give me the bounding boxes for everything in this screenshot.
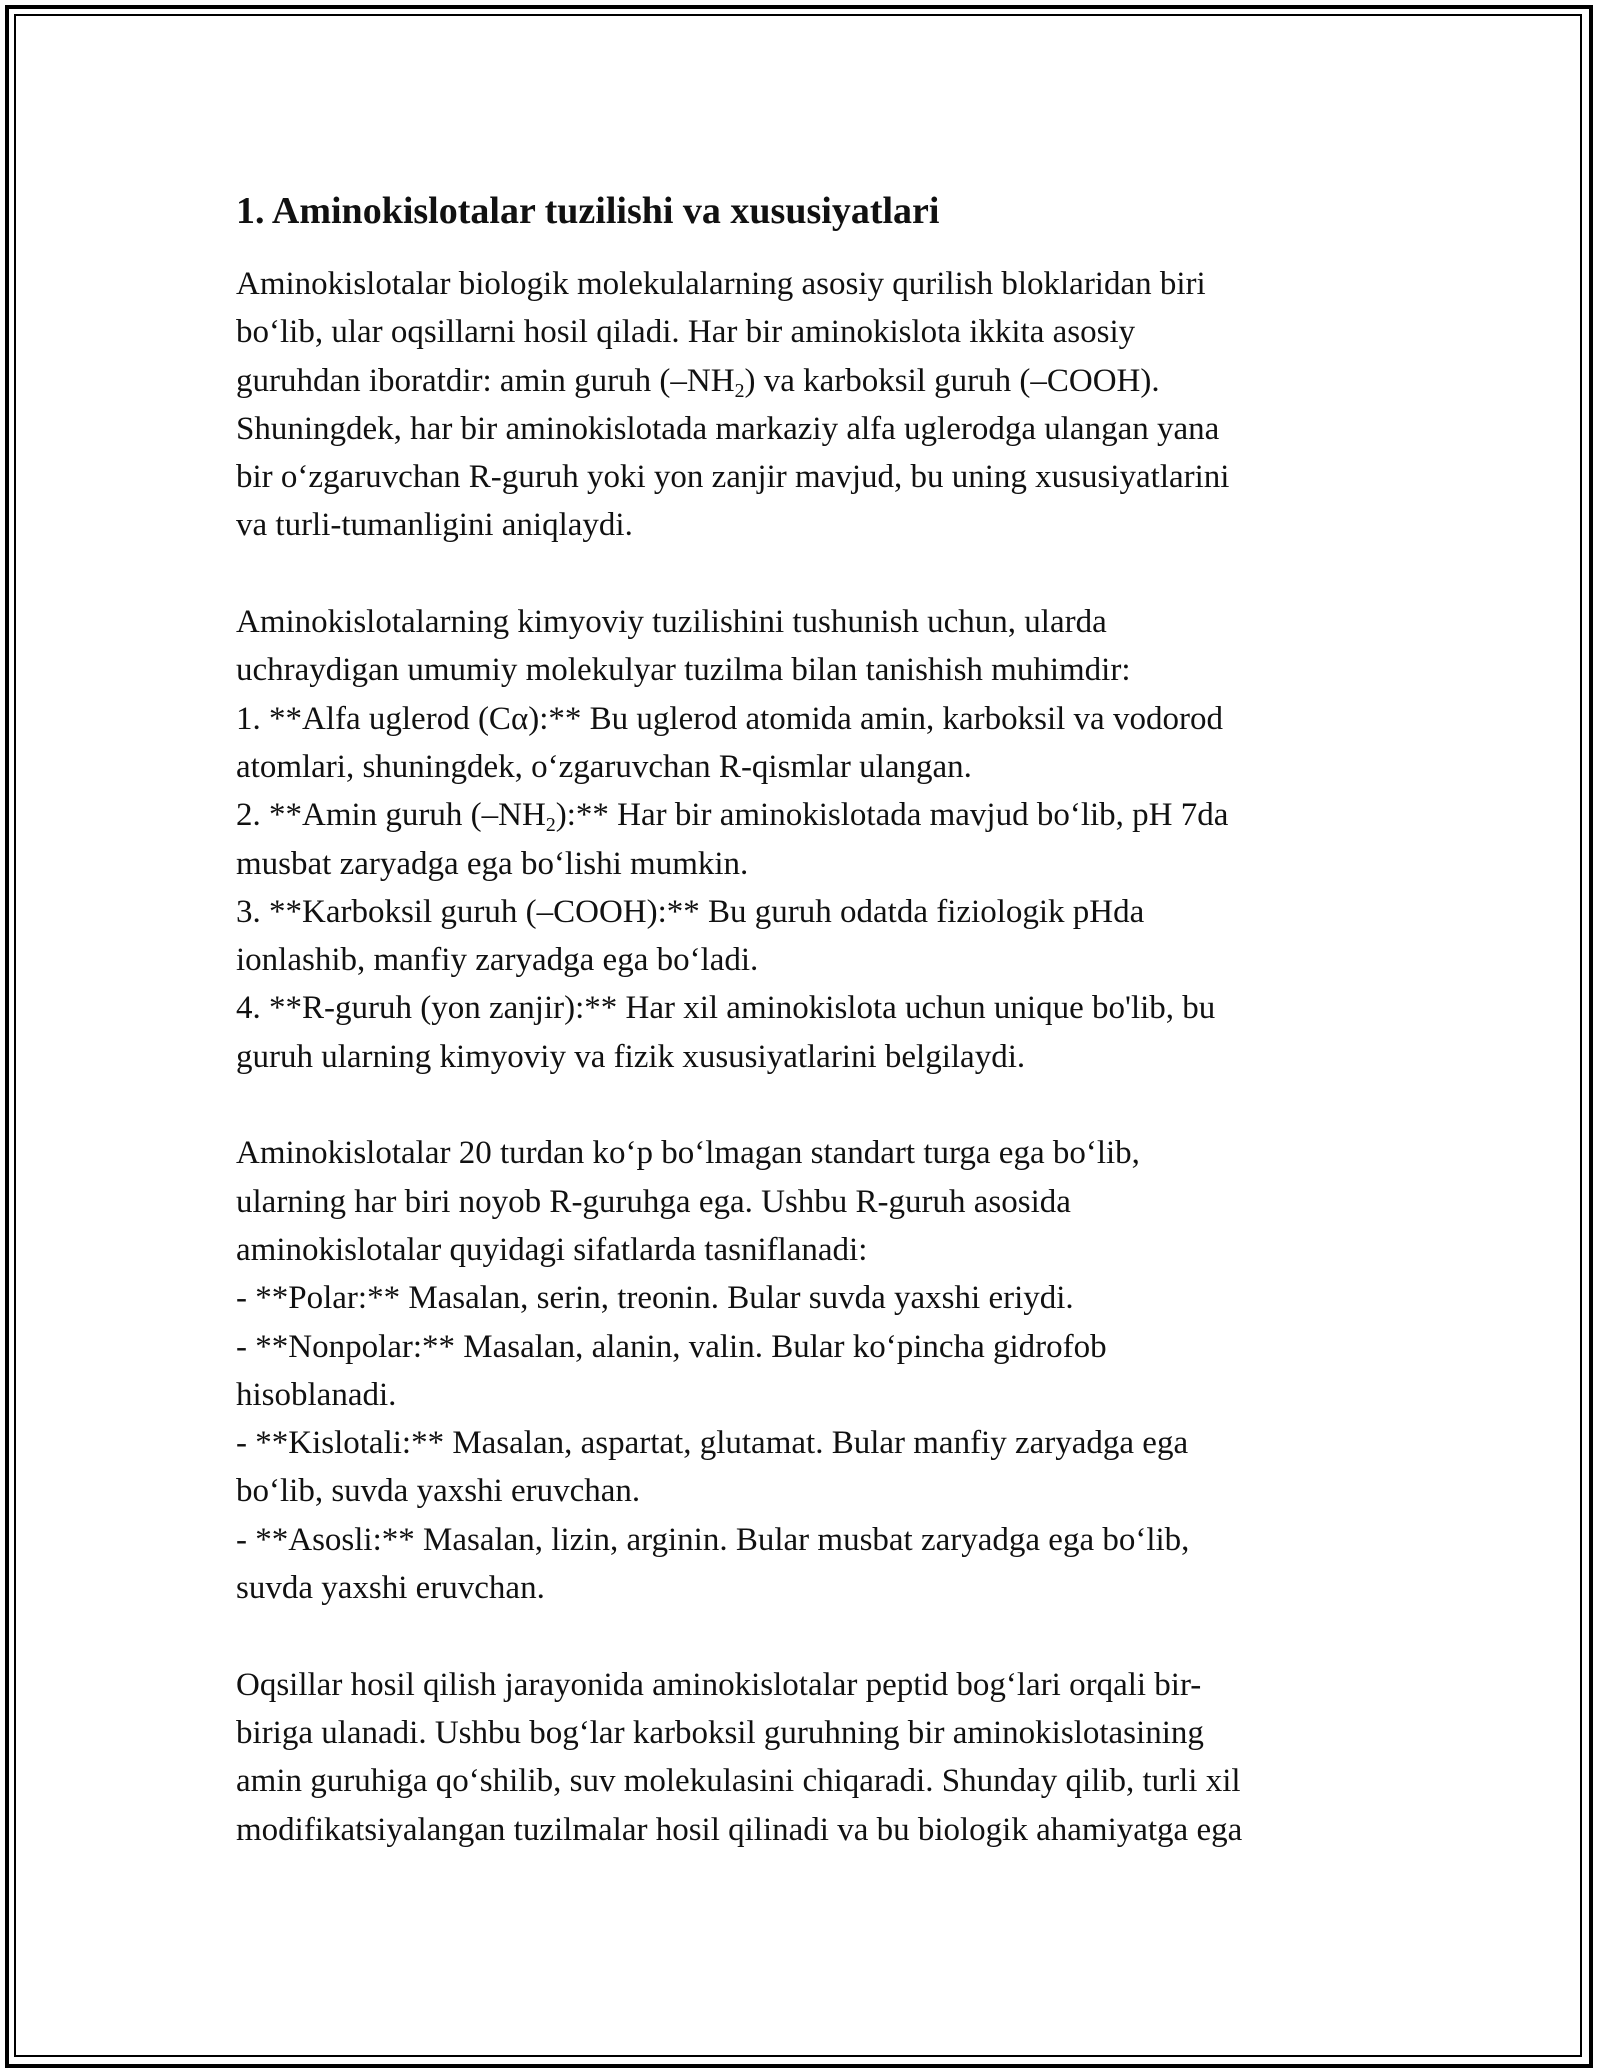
text-line [236, 357, 1366, 405]
body-paragraph [236, 1661, 1366, 1854]
text-segment: guruhdan iboratdir: amin guruh (–NH [236, 362, 735, 399]
text-line: va turli-tumanligini aniqlaydi. [236, 507, 633, 544]
text-line: 4. **R-guruh (yon zanjir):** Har xil aminokislota uchun unique bo'lib, bu [236, 990, 1216, 1027]
text-line: Shuningdek, har bir aminokislotada markaziy alfa uglerodga ulangan yana [236, 410, 1220, 447]
text-segment: ):** Har bir aminokislotada mavjud bo‘lib, pH 7da [555, 797, 1229, 834]
body-paragraph [236, 260, 1366, 550]
text-line: ionlashib, manfiy zaryadga ega bo‘ladi. [236, 942, 759, 979]
section-heading: 1. Aminokislotalar tuzilishi va xususiyatlari [236, 190, 940, 232]
text-line: aminokislotalar quyidagi sifatlarda tasniflanadi: [236, 1231, 868, 1268]
text-line: 3. **Karboksil guruh (–COOH):** Bu guruh odatda fiziologik pHda [236, 893, 1145, 930]
document-page [236, 188, 1366, 1854]
subscript: 2 [545, 814, 556, 837]
text-segment: 2. **Amin guruh (–NH [236, 797, 546, 834]
text-line: bo‘lib, suvda yaxshi eruvchan. [236, 1473, 641, 1510]
text-line: modifikatsiyalangan tuzilmalar hosil qilinadi va bu biologik ahamiyatga ega [236, 1811, 1243, 1848]
text-line: Oqsillar hosil qilish jarayonida aminokislotalar peptid bog‘lari orqali bir- [236, 1666, 1202, 1703]
text-line: atomlari, shuningdek, o‘zgaruvchan R-qismlar ulangan. [236, 748, 972, 785]
text-line: amin guruhiga qo‘shilib, suv molekulasini chiqaradi. Shunday qilib, turli xil [236, 1763, 1241, 1800]
text-line [236, 791, 1366, 839]
text-line: Aminokislotalar biologik molekulalarning asosiy qurilish bloklaridan biri [236, 266, 1206, 302]
text-line: - **Kislotali:** Masalan, aspartat, glutamat. Bular manfiy zaryadga ega [236, 1425, 1189, 1462]
text-line: hisoblanadi. [236, 1376, 397, 1413]
text-line: - **Nonpolar:** Masalan, alanin, valin. Bular ko‘pincha gidrofob [236, 1328, 1107, 1365]
text-line: Aminokislotalarning kimyoviy tuzilishini tushunish uchun, ularda [236, 604, 1107, 641]
text-line: Aminokislotalar 20 turdan ko‘p bo‘lmagan standart turga ega bo‘lib, [236, 1135, 1140, 1172]
text-line: 1. **Alfa uglerod (Cα):** Bu uglerod atomida amin, karboksil va vodorod [236, 700, 1223, 737]
text-line: bir o‘zgaruvchan R-guruh yoki yon zanjir mavjud, bu uning xususiyatlarini [236, 459, 1230, 496]
text-line: - **Asosli:** Masalan, lizin, arginin. Bular musbat zaryadga ega bo‘lib, [236, 1521, 1190, 1558]
text-line: suvda yaxshi eruvchan. [236, 1570, 545, 1607]
body-paragraph [236, 598, 1366, 1081]
text-line: guruh ularning kimyoviy va fizik xususiyatlarini belgilaydi. [236, 1038, 1026, 1075]
text-line: ularning har biri noyob R-guruhga ega. Ushbu R-guruh asosida [236, 1183, 1071, 1220]
text-line: biriga ulanadi. Ushbu bog‘lar karboksil guruhning bir aminokislotasining [236, 1714, 1204, 1751]
subscript: 2 [734, 379, 745, 402]
text-line: - **Polar:** Masalan, serin, treonin. Bular suvda yaxshi eriydi. [236, 1280, 1074, 1317]
text-line: bo‘lib, ular oqsillarni hosil qiladi. Har bir aminokislota ikkita asosiy [236, 314, 1136, 351]
text-line: musbat zaryadga ega bo‘lishi mumkin. [236, 845, 749, 882]
text-line: uchraydigan umumiy molekulyar tuzilma bilan tanishish muhimdir: [236, 652, 1131, 689]
text-segment: ) va karboksil guruh (–COOH). [744, 362, 1160, 399]
body-paragraph [236, 1129, 1366, 1612]
document-body [236, 260, 1366, 1854]
